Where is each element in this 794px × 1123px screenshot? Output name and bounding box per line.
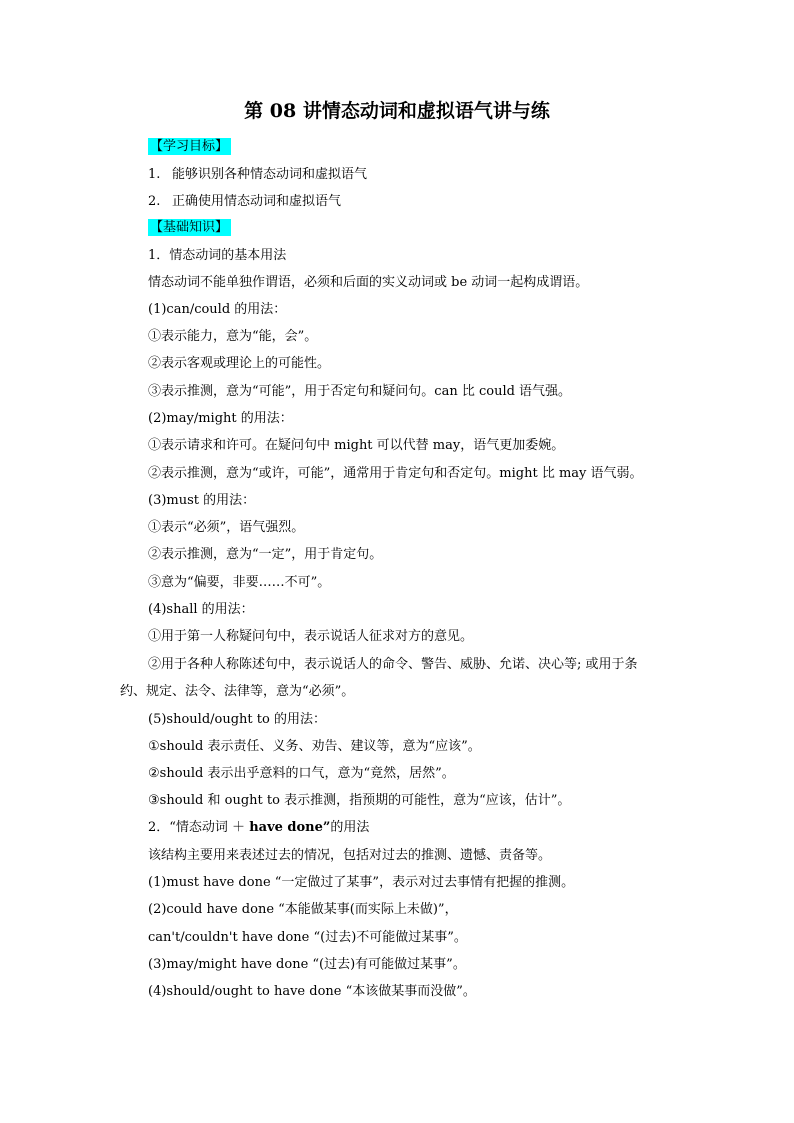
body-line-continued: 约、规定、法令、法律等，意为“必须”。 xyxy=(120,684,355,699)
body-line: ①表示能力，意为“能，会”。 xyxy=(148,329,318,344)
body-line: ②表示推测，意为“一定”，用于肯定句。 xyxy=(148,547,383,562)
body-line: ③表示推测，意为“可能”，用于否定句和疑问句。can 比 could 语气强。 xyxy=(148,384,572,399)
body-line: (2)may/might 的用法： xyxy=(148,411,293,426)
section-label-goals xyxy=(148,138,231,155)
goal-item xyxy=(148,166,367,183)
body-line: ①should 表示责任、义务、劝告、建议等，意为“应该”。 xyxy=(148,739,481,754)
body-line: 该结构主要用来表述过去的情况，包括对过去的推测、遗憾、责备等。 xyxy=(148,848,552,863)
body-line: ①用于第一人称疑问句中，表示说话人征求对方的意见。 xyxy=(148,629,474,644)
highlight-tag: 【基础知识】 xyxy=(148,219,231,236)
goal-text: 能够识别各种情态动词和虚拟语气 xyxy=(172,167,368,182)
list-number: 2. xyxy=(148,194,161,209)
body-line: (1)can/could 的用法： xyxy=(148,302,287,317)
body-line: 情态动词不能单独作谓语，必须和后面的实义动词或 be 动词一起构成谓语。 xyxy=(148,275,589,290)
body-line: ③意为“偏要，非要……不可”。 xyxy=(148,575,331,590)
section-label-basics xyxy=(148,219,231,236)
body-line: ②should 表示出乎意料的口气，意为“竟然，居然”。 xyxy=(148,766,455,781)
body-line: ③should 和 ought to 表示推测，指预期的可能性，意为“应该，估计”。 xyxy=(148,793,571,808)
body-line: ②表示客观或理论上的可能性。 xyxy=(148,356,331,371)
body-line: ②表示推测，意为“或许，可能”，通常用于肯定句和否定句。might 比 may 语气弱。 xyxy=(148,466,643,481)
body-line: (4)should/ought to have done “本该做某事而没做”。 xyxy=(148,984,476,999)
body-line: (4)shall 的用法： xyxy=(148,602,254,617)
heading-prefix: 2．“情态动词 ＋ xyxy=(148,820,250,835)
body-line: can't/couldn't have done “(过去)不可能做过某事”。 xyxy=(148,930,467,945)
section-heading-2 xyxy=(148,819,369,836)
body-line: (1)must have done “一定做过了某事”，表示对过去事情有把握的推测。 xyxy=(148,875,575,890)
body-line: (2)could have done “本能做某事(而实际上未做)”， xyxy=(148,902,458,917)
body-line: (5)should/ought to 的用法： xyxy=(148,712,326,727)
goal-item xyxy=(148,193,341,210)
heading-bold: have done” xyxy=(249,820,331,835)
body-line: 1．情态动词的基本用法 xyxy=(148,248,287,263)
body-line: ②用于各种人称陈述句中，表示说话人的命令、警告、威胁、允诺、决心等; 或用于条 xyxy=(148,657,638,672)
body-line: ①表示“必须”，语气强烈。 xyxy=(148,520,305,535)
heading-suffix: 的用法 xyxy=(330,820,370,835)
body-line: (3)must 的用法： xyxy=(148,493,256,508)
body-line: ①表示请求和许可。在疑问句中 might 可以代替 may，语气更加委婉。 xyxy=(148,438,565,453)
page-title: 第 08 讲情态动词和虚拟语气讲与练 xyxy=(244,100,550,122)
list-number: 1. xyxy=(148,167,161,182)
goal-text: 正确使用情态动词和虚拟语气 xyxy=(172,194,342,209)
highlight-tag: 【学习目标】 xyxy=(148,138,231,155)
body-line: (3)may/might have done “(过去)有可能做过某事”。 xyxy=(148,957,466,972)
